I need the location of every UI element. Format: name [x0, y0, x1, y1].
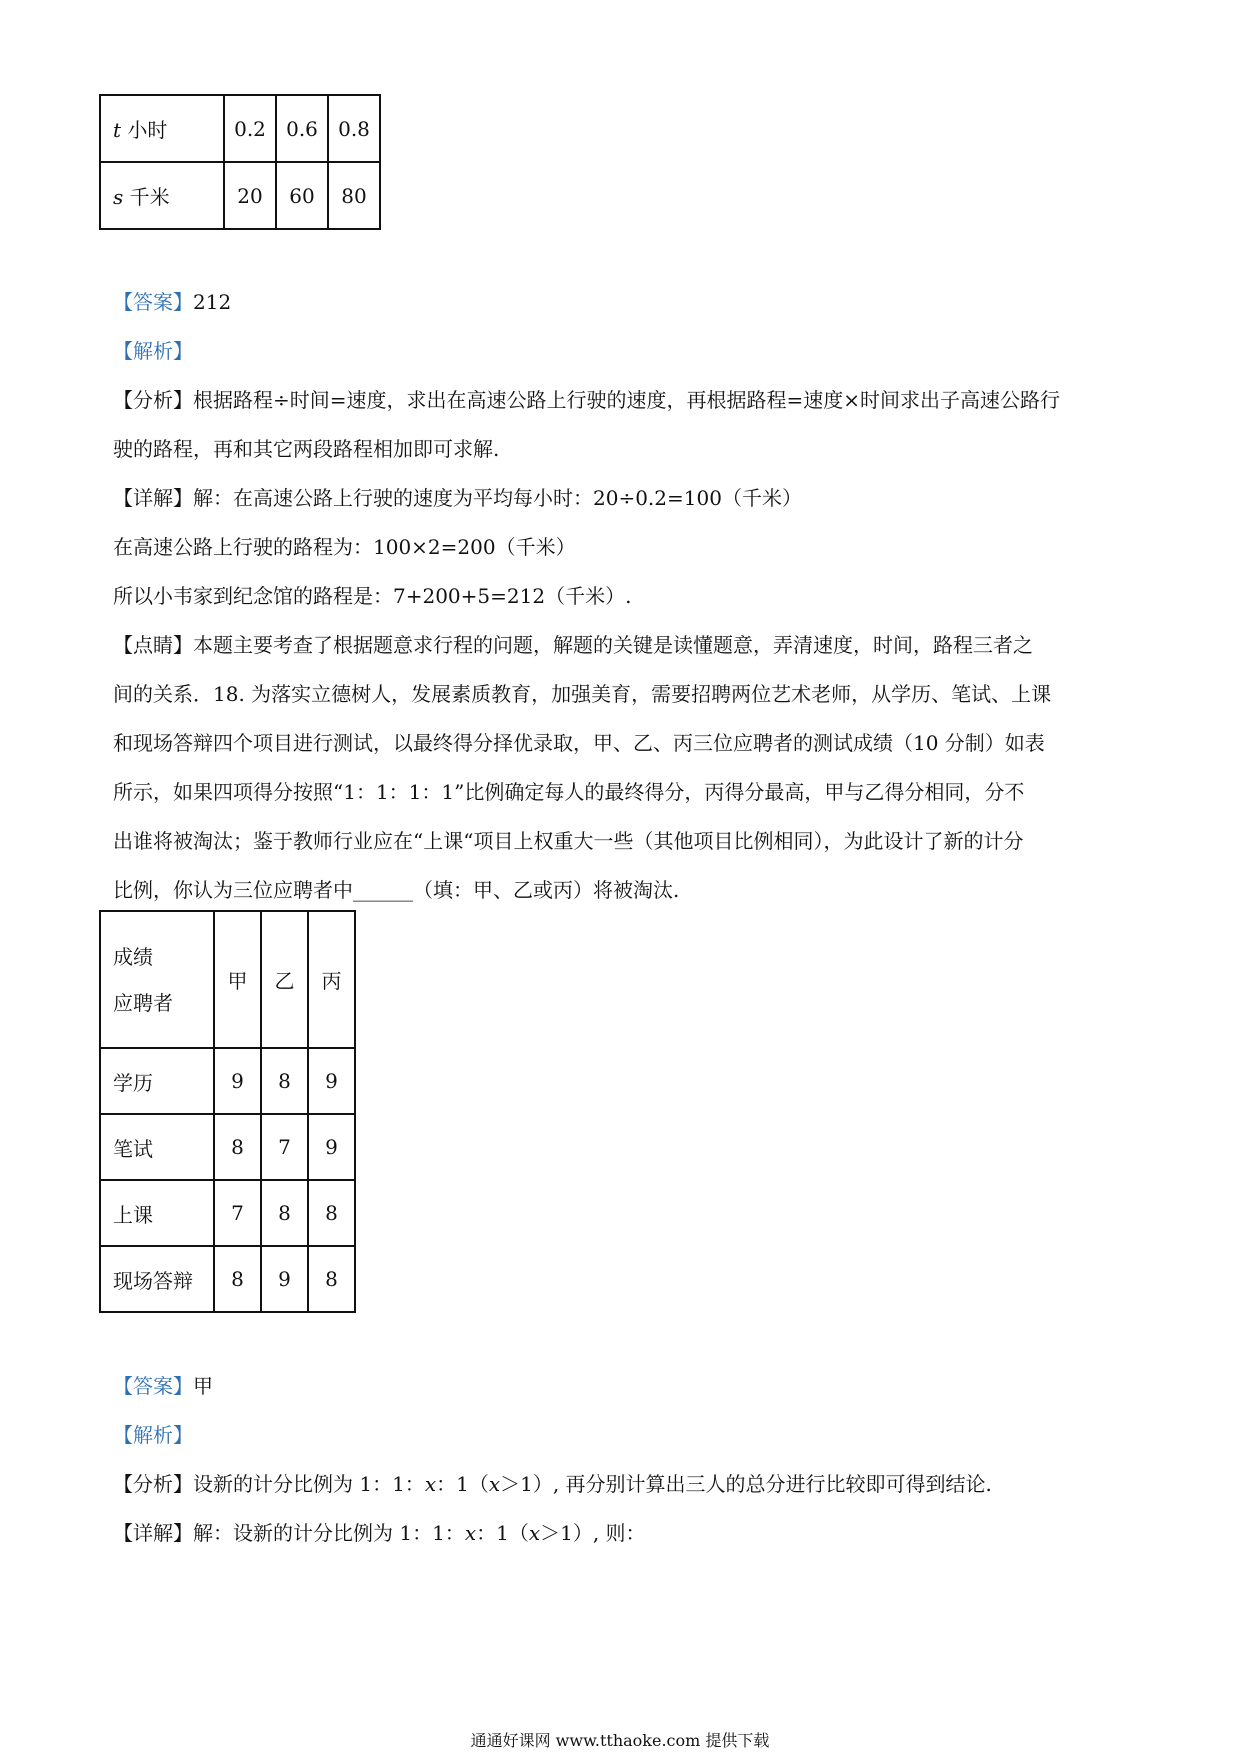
- time-distance-table: [99, 94, 381, 230]
- table-header: 乙: [261, 911, 308, 1048]
- table-cell: 8: [261, 1180, 308, 1246]
- dianjing-line: [113, 631, 1133, 659]
- table-cell: 9: [308, 1114, 355, 1180]
- table-cell: 7: [261, 1114, 308, 1180]
- table-row: [100, 1180, 355, 1246]
- table-cell: 9: [261, 1246, 308, 1312]
- question-line: 所示，如果四项得分按照“1：1：1：1”比例确定每人的最终得分，丙得分最高，甲与乙得分相同，分不: [113, 780, 1025, 804]
- table-row-label: s 千米: [100, 162, 224, 229]
- table-row: [100, 1048, 355, 1114]
- fenxi-line: 【分析】设新的计分比例为 1：1：x：1（x＞1）, 再分别计算出三人的总分进行比较即可得到结论.: [113, 1472, 992, 1496]
- fenxi-line: [113, 386, 1133, 414]
- table-row-label: 学历: [100, 1048, 214, 1114]
- table-row-label: 笔试: [100, 1114, 214, 1180]
- dianjing-text: 本题主要考查了根据题意求行程的问题，解题的关键是读懂题意，弄清速度，时间，路程三者之: [193, 633, 1033, 657]
- fenxi-text: 根据路程÷时间=速度，求出在高速公路上行驶的速度，再根据路程=速度×时间求出子高速公路行: [193, 388, 1061, 412]
- table-row: [100, 95, 380, 162]
- question-line: 和现场答辩四个项目进行测试，以最终得分择优录取，甲、乙、丙三位应聘者的测试成绩（10 分制）如表: [113, 731, 1045, 755]
- table-cell: 8: [214, 1246, 261, 1312]
- table-cell: 8: [308, 1180, 355, 1246]
- question-line: 比例，你认为三位应聘者中______（填：甲、乙或丙）将被淘汰.: [113, 878, 680, 902]
- answer-value: 甲: [193, 1374, 213, 1398]
- xiangjie-tag: 【详解】: [113, 486, 193, 510]
- table-cell: 9: [214, 1048, 261, 1114]
- xiangjie-line: 【详解】解：设新的计分比例为 1：1：x：1（x＞1）, 则：: [113, 1521, 646, 1545]
- table-header-row: [100, 911, 355, 1048]
- analysis-tag: 【解析】: [113, 339, 193, 363]
- table-header: 甲: [214, 911, 261, 1048]
- table-cell: 0.2: [224, 95, 276, 162]
- fenxi-line-2: 驶的路程，再和其它两段路程相加即可求解.: [113, 437, 500, 461]
- table-header: 丙: [308, 911, 355, 1048]
- analysis-line: [113, 1421, 1133, 1449]
- table-cell: 9: [308, 1048, 355, 1114]
- table-row: [100, 1246, 355, 1312]
- table-cell: 8: [214, 1114, 261, 1180]
- table-row: [100, 162, 380, 229]
- answer-line: [113, 1372, 1133, 1400]
- answer-tag: 【答案】: [113, 290, 193, 314]
- answer-tag: 【答案】: [113, 1374, 193, 1398]
- table-cell: 60: [276, 162, 328, 229]
- analysis-tag: 【解析】: [113, 1423, 193, 1447]
- xiangjie-tag: 【详解】: [113, 1521, 193, 1545]
- xiangjie-line: [113, 484, 1133, 512]
- answer-line: [113, 288, 1133, 316]
- table-row-label: t 小时: [100, 95, 224, 162]
- answer-value: 212: [193, 290, 232, 314]
- table-row-label: 现场答辩: [100, 1246, 214, 1312]
- dianjing-tag: 【点睛】: [113, 633, 193, 657]
- table-row: [100, 1114, 355, 1180]
- table-corner-cell: 成绩 应聘者: [100, 911, 214, 1048]
- table-cell: 8: [261, 1048, 308, 1114]
- fenxi-tag: 【分析】: [113, 1472, 193, 1496]
- question-line: 出谁将被淘汰；鉴于教师行业应在“上课“项目上权重大一些（其他项目比例相同），为此设计了新的计分: [113, 829, 1024, 853]
- table-cell: 0.6: [276, 95, 328, 162]
- xiangjie-text: 解：在高速公路上行驶的速度为平均每小时：20÷0.2=100（千米）: [193, 486, 802, 510]
- question-line: 间的关系．18. 为落实立德树人，发展素质教育，加强美育，需要招聘两位艺术老师，从学历、笔试、上课: [113, 682, 1052, 706]
- table-cell: 80: [328, 162, 380, 229]
- solution-line: 所以小韦家到纪念馆的路程是：7+200+5=212（千米）.: [113, 584, 632, 608]
- fenxi-tag: 【分析】: [113, 388, 193, 412]
- table-cell: 20: [224, 162, 276, 229]
- solution-line: 在高速公路上行驶的路程为：100×2=200（千米）: [113, 535, 576, 559]
- table-row-label: 上课: [100, 1180, 214, 1246]
- page-footer: 通通好课网 www.tthaoke.com 提供下载: [470, 1731, 770, 1750]
- table-cell: 7: [214, 1180, 261, 1246]
- table-cell: 8: [308, 1246, 355, 1312]
- analysis-line: [113, 337, 1133, 365]
- table-cell: 0.8: [328, 95, 380, 162]
- score-table: [99, 910, 356, 1313]
